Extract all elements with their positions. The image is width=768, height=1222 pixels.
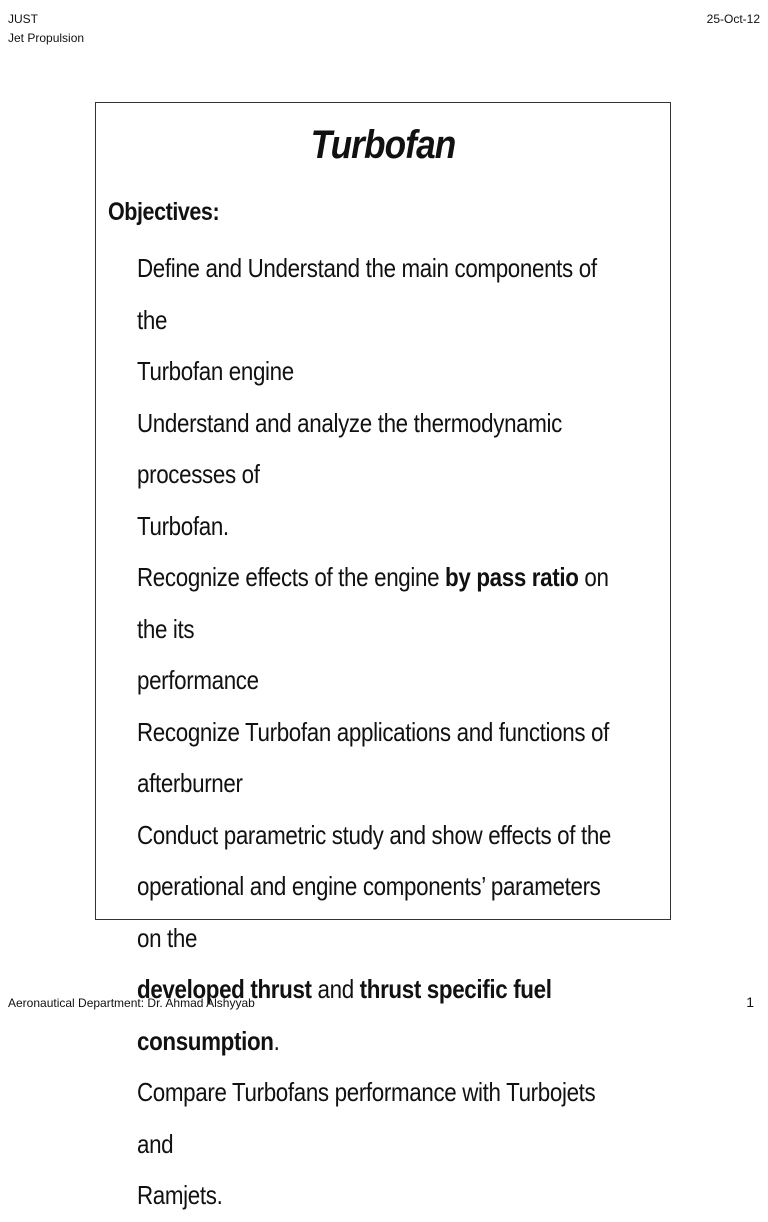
objective-line: Turbofan. <box>137 510 229 541</box>
objective-text: . <box>273 1025 280 1056</box>
objective-line: Define and Understand the main components of the <box>137 253 597 335</box>
objective-line: afterburner <box>137 768 243 798</box>
header-institution: JUST <box>8 12 38 26</box>
objective-emphasis: thrust specific fuel consumption <box>137 974 552 1056</box>
footer-page-number: 1 <box>746 994 754 1010</box>
objectives-list <box>137 243 619 1222</box>
objective-emphasis: developed thrust <box>137 974 312 1004</box>
objective-line: Ramjets. <box>137 1180 223 1210</box>
header-course: Jet Propulsion <box>8 31 85 45</box>
header-date: 25-Oct-12 <box>706 12 760 26</box>
footer-department: Aeronautical Department: Dr. Ahmad Alshyyab <box>8 996 255 1010</box>
objective-line: operational and engine components’ parameters on the <box>137 871 601 953</box>
objective-text: on the its <box>137 562 609 644</box>
objective-line: Compare Turbofans performance with Turbojets and <box>137 1077 596 1159</box>
objective-line: Understand and analyze the thermodynamic processes of <box>137 407 563 489</box>
header-left <box>8 10 84 48</box>
objective-emphasis: by pass ratio <box>445 562 579 592</box>
objective-line: Turbofan engine <box>137 356 294 386</box>
objective-text: and <box>311 974 360 1004</box>
objective-line: performance <box>137 665 259 695</box>
objectives-heading: Objectives: <box>108 198 220 226</box>
slide-title: Turbofan <box>310 123 456 167</box>
objective-line: Recognize Turbofan applications and functions of <box>137 716 610 747</box>
objective-line: Conduct parametric study and show effects of the <box>137 819 612 850</box>
objective-line <box>137 964 619 1067</box>
objective-text: Recognize effects of the engine <box>137 562 446 592</box>
objective-line <box>137 552 619 655</box>
